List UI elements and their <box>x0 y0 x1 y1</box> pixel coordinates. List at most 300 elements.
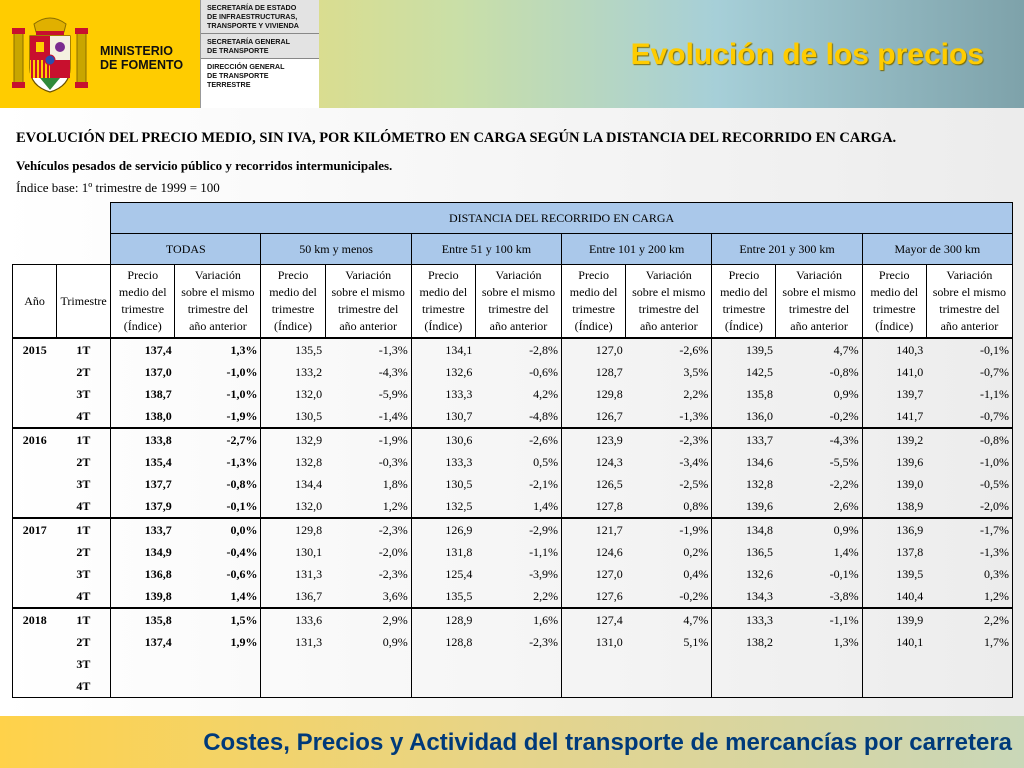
table-row <box>13 653 1013 675</box>
price-index-cell: 124,3 <box>562 451 626 473</box>
price-index-cell: 139,2 <box>862 428 926 451</box>
price-index-cell: 123,9 <box>562 428 626 451</box>
variation-cell: -0,1% <box>226 498 258 513</box>
price-index-cell: 139,7 <box>862 383 926 405</box>
quarter-cell: 4T <box>76 588 91 603</box>
col-header-line: Variación <box>645 268 692 282</box>
table-row <box>13 428 1013 451</box>
variation-cell: -1,3% <box>226 454 258 469</box>
ministry-name <box>100 44 183 72</box>
slide-header <box>0 0 1024 108</box>
price-index-cell: 132,6 <box>712 563 776 585</box>
price-index-cell: 128,8 <box>411 631 475 653</box>
year-cell <box>13 451 57 473</box>
variation-cell: 1,8% <box>382 476 408 491</box>
variation-cell <box>926 675 1012 698</box>
quarter-cell: 1T <box>57 428 111 451</box>
group-header-todas: TODAS <box>111 234 261 265</box>
col-header-line: Variación <box>946 268 993 282</box>
col-header-line: trimestre <box>422 302 465 316</box>
price-index-cell <box>261 675 325 698</box>
price-index-cell: 137,4 <box>111 338 175 361</box>
variation-cell: -0,3% <box>378 454 408 469</box>
price-index-cell: 139,0 <box>862 473 926 495</box>
col-header-price <box>111 265 175 339</box>
price-index-cell: 135,8 <box>111 608 175 631</box>
quarter-cell: 4T <box>57 675 111 698</box>
price-index-cell: 137,9 <box>111 495 175 518</box>
col-header-line: trimestre del <box>788 302 850 316</box>
price-index-cell: 134,4 <box>261 473 325 495</box>
year-cell <box>13 653 57 675</box>
price-index-cell: 139,5 <box>862 563 926 585</box>
col-header-line: medio del <box>720 285 768 299</box>
col-header-line: Precio <box>728 268 760 282</box>
header-spacer <box>13 234 111 265</box>
variation-cell <box>626 675 712 698</box>
group-header-101-200km: Entre 101 y 200 km <box>562 234 712 265</box>
secretariat-line: DE TRANSPORTE <box>207 46 269 55</box>
variation-cell <box>475 675 561 698</box>
variation-cell: -3,9% <box>529 566 559 581</box>
col-header-line: (Índice) <box>123 319 162 333</box>
col-header-line: trimestre <box>121 302 165 316</box>
table-row <box>13 563 1013 585</box>
col-header-line: trimestre <box>872 302 916 316</box>
price-index-cell: 124,6 <box>562 541 626 563</box>
price-index-cell: 130,7 <box>411 405 475 428</box>
price-index-cell: 133,3 <box>411 383 475 405</box>
variation-cell: -1,3% <box>679 408 709 423</box>
price-index-cell: 136,8 <box>111 563 175 585</box>
price-index-cell: 134,8 <box>712 518 776 541</box>
price-index-cell: 126,7 <box>562 405 626 428</box>
col-header-line: trimestre del <box>187 302 249 316</box>
secretariat-line: DE INFRAESTRUCTURAS, <box>207 12 298 21</box>
quarter-cell: 2T <box>76 634 91 649</box>
table-row <box>13 338 1013 361</box>
variation-cell: -2,6% <box>475 428 561 451</box>
col-header-line: (Índice) <box>274 319 313 333</box>
col-header-quarter: Trimestre <box>57 265 111 339</box>
variation-cell: 1,6% <box>475 608 561 631</box>
index-base-note: Índice base: 1º trimestre de 1999 = 100 <box>16 180 220 195</box>
price-index-cell: 138,9 <box>862 495 926 518</box>
variation-cell: -2,0% <box>926 495 1012 518</box>
price-index-cell: 133,8 <box>111 428 175 451</box>
secretariat-line: TRANSPORTE Y VIVIENDA <box>207 21 299 30</box>
variation-cell <box>325 675 411 698</box>
year-cell <box>13 585 57 608</box>
col-header-variation <box>776 265 862 339</box>
price-index-cell <box>411 653 475 675</box>
variation-cell: 4,7% <box>626 608 712 631</box>
variation-cell: -0,4% <box>226 544 258 559</box>
col-header-line: sobre el mismo <box>181 285 255 299</box>
variation-cell: -2,9% <box>475 518 561 541</box>
col-header-variation <box>475 265 561 339</box>
secretariat-line: TERRESTRE <box>207 80 251 89</box>
col-header-price <box>862 265 926 339</box>
price-index-cell: 135,5 <box>411 585 475 608</box>
variation-cell: -1,4% <box>378 408 408 423</box>
price-index-cell: 137,0 <box>111 361 175 383</box>
variation-cell: -0,8% <box>926 428 1012 451</box>
variation-cell: -1,9% <box>626 518 712 541</box>
col-header-line: Precio <box>277 268 309 282</box>
price-table <box>12 202 1013 698</box>
price-index-cell: 140,3 <box>862 338 926 361</box>
table-row <box>13 608 1013 631</box>
variation-cell: 1,4% <box>533 498 559 513</box>
year-cell <box>13 631 57 653</box>
variation-cell: -5,5% <box>829 454 859 469</box>
variation-cell: -0,6% <box>226 566 258 581</box>
variation-cell: -1,1% <box>776 608 862 631</box>
variation-cell <box>475 653 561 675</box>
price-index-cell: 133,3 <box>411 451 475 473</box>
col-header-price <box>562 265 626 339</box>
table-row <box>13 473 1013 495</box>
super-header: DISTANCIA DEL RECORRIDO EN CARGA <box>111 203 1013 234</box>
price-index-cell: 139,8 <box>111 585 175 608</box>
year-cell <box>13 473 57 495</box>
price-index-cell: 127,4 <box>562 608 626 631</box>
price-index-cell: 132,9 <box>261 428 325 451</box>
price-index-cell: 132,6 <box>411 361 475 383</box>
variation-cell: -2,6% <box>626 338 712 361</box>
variation-cell: 0,5% <box>533 454 559 469</box>
table-row <box>13 451 1013 473</box>
variation-cell: -1,0% <box>226 386 258 401</box>
year-cell <box>13 675 57 698</box>
table-row <box>13 631 1013 653</box>
quarter-cell: 3T <box>76 386 91 401</box>
variation-cell <box>776 675 862 698</box>
year-cell: 2017 <box>13 518 57 541</box>
price-index-cell: 131,8 <box>411 541 475 563</box>
secretariat-estado <box>201 0 319 33</box>
variation-cell: -1,3% <box>926 541 1012 563</box>
quarter-cell: 4T <box>76 408 91 423</box>
footer-text: Costes, Precios y Actividad del transporte de mercancías por carretera <box>203 729 1012 756</box>
variation-cell <box>325 653 411 675</box>
variation-cell: -3,4% <box>679 454 709 469</box>
col-header-line: trimestre del <box>939 302 1000 316</box>
quarter-cell: 3T <box>76 476 91 491</box>
col-header-line: sobre el mismo <box>782 285 856 299</box>
price-index-cell: 139,9 <box>862 608 926 631</box>
price-index-cell: 130,5 <box>411 473 475 495</box>
direccion-general <box>201 58 319 92</box>
variation-cell: -2,8% <box>475 338 561 361</box>
price-index-cell <box>862 675 926 698</box>
price-index-cell: 138,7 <box>111 383 175 405</box>
variation-cell: 1,3% <box>175 338 261 361</box>
price-index-cell <box>712 653 776 675</box>
variation-cell: 3,6% <box>382 588 408 603</box>
quarter-cell: 1T <box>57 518 111 541</box>
table-row <box>13 405 1013 428</box>
variation-cell <box>776 653 862 675</box>
col-header-line: trimestre <box>572 302 615 316</box>
quarter-cell: 1T <box>57 338 111 361</box>
year-cell: 2018 <box>13 608 57 631</box>
col-header-line: año anterior <box>189 319 247 333</box>
col-header-variation <box>175 265 261 339</box>
variation-cell <box>175 675 261 698</box>
year-cell <box>13 563 57 585</box>
price-index-cell: 129,8 <box>562 383 626 405</box>
col-header-line: año anterior <box>339 319 397 333</box>
variation-cell: -0,6% <box>529 364 559 379</box>
price-index-cell: 130,6 <box>411 428 475 451</box>
col-header-line: Variación <box>345 268 392 282</box>
group-header-50km: 50 km y menos <box>261 234 411 265</box>
col-header-line: medio del <box>419 285 468 299</box>
price-index-cell: 141,0 <box>862 361 926 383</box>
price-index-cell: 126,9 <box>411 518 475 541</box>
variation-cell: 4,7% <box>776 338 862 361</box>
price-index-cell: 137,4 <box>111 631 175 653</box>
price-index-cell: 133,7 <box>111 518 175 541</box>
table-row <box>13 585 1013 608</box>
variation-cell: -0,5% <box>926 473 1012 495</box>
col-header-line: Precio <box>578 268 609 282</box>
price-index-cell: 134,6 <box>712 451 776 473</box>
variation-cell: 1,5% <box>175 608 261 631</box>
variation-cell: 1,2% <box>926 585 1012 608</box>
col-header-line: Variación <box>194 268 241 282</box>
secretariat-line: SECRETARÍA DE ESTADO <box>207 3 297 12</box>
variation-cell: 0,8% <box>683 498 709 513</box>
ministry-name-line-2: DE FOMENTO <box>100 58 184 72</box>
coat-of-arms-icon <box>12 14 88 96</box>
group-header-51-100km: Entre 51 y 100 km <box>411 234 561 265</box>
col-header-line: Variación <box>495 268 542 282</box>
price-index-cell: 136,7 <box>261 585 325 608</box>
price-index-cell: 131,3 <box>261 563 325 585</box>
variation-cell: -2,3% <box>325 518 411 541</box>
year-cell <box>13 361 57 383</box>
price-index-cell: 134,3 <box>712 585 776 608</box>
variation-cell: -1,9% <box>325 428 411 451</box>
col-header-line: medio del <box>118 285 167 299</box>
variation-cell: -1,1% <box>926 383 1012 405</box>
price-index-cell: 121,7 <box>562 518 626 541</box>
price-index-cell <box>562 653 626 675</box>
price-index-cell: 140,1 <box>862 631 926 653</box>
col-header-line: (Índice) <box>574 319 613 333</box>
price-index-cell: 135,4 <box>111 451 175 473</box>
col-header-line: Variación <box>796 268 843 282</box>
col-header-line: año anterior <box>790 319 848 333</box>
col-header-line: medio del <box>269 285 317 299</box>
variation-cell: -0,7% <box>926 405 1012 428</box>
col-header-variation <box>325 265 411 339</box>
year-cell: 2015 <box>13 338 57 361</box>
table-row <box>13 675 1013 698</box>
secretariat-general <box>201 33 319 58</box>
col-header-price <box>411 265 475 339</box>
variation-cell: -2,1% <box>529 476 559 491</box>
variation-cell: 0,3% <box>926 563 1012 585</box>
secretariat-line: DIRECCIÓN GENERAL <box>207 62 285 71</box>
col-header-line: trimestre del <box>338 302 399 316</box>
variation-cell: -0,2% <box>829 408 859 423</box>
price-index-cell <box>411 675 475 698</box>
price-index-cell <box>712 675 776 698</box>
quarter-cell: 2T <box>76 364 91 379</box>
variation-cell: 1,3% <box>833 634 859 649</box>
price-index-cell: 131,0 <box>562 631 626 653</box>
col-header-line: (Índice) <box>724 319 763 333</box>
price-index-cell: 136,0 <box>712 405 776 428</box>
price-index-cell: 127,6 <box>562 585 626 608</box>
variation-cell: 1,2% <box>382 498 408 513</box>
variation-cell: -2,7% <box>175 428 261 451</box>
variation-cell <box>926 653 1012 675</box>
price-index-cell: 133,6 <box>261 608 325 631</box>
variation-cell: 1,4% <box>833 544 859 559</box>
table-row <box>13 383 1013 405</box>
variation-cell: 0,4% <box>683 566 709 581</box>
price-index-cell: 133,7 <box>712 428 776 451</box>
year-cell: 2016 <box>13 428 57 451</box>
variation-cell <box>175 653 261 675</box>
col-header-price <box>261 265 325 339</box>
variation-cell: -0,1% <box>926 338 1012 361</box>
col-header-line: Precio <box>127 268 159 282</box>
slide-title: Evolución de los precios <box>630 38 984 71</box>
quarter-cell: 1T <box>57 608 111 631</box>
variation-cell: 0,9% <box>776 518 862 541</box>
quarter-cell: 2T <box>76 454 91 469</box>
price-index-cell: 127,8 <box>562 495 626 518</box>
price-index-cell: 132,8 <box>712 473 776 495</box>
col-header-line: trimestre del <box>638 302 699 316</box>
col-header-line: Precio <box>428 268 459 282</box>
year-cell <box>13 383 57 405</box>
price-index-cell: 132,8 <box>261 451 325 473</box>
variation-cell: 0,9% <box>382 634 408 649</box>
group-header-201-300km: Entre 201 y 300 km <box>712 234 862 265</box>
price-index-cell: 140,4 <box>862 585 926 608</box>
price-index-cell: 133,3 <box>712 608 776 631</box>
price-index-cell: 133,2 <box>261 361 325 383</box>
price-index-cell: 125,4 <box>411 563 475 585</box>
price-index-cell <box>261 653 325 675</box>
col-header-line: medio del <box>569 285 618 299</box>
variation-cell: -4,3% <box>776 428 862 451</box>
variation-cell: -0,7% <box>926 361 1012 383</box>
secretariat-line: DE TRANSPORTE <box>207 71 269 80</box>
table-row <box>13 518 1013 541</box>
price-index-cell: 132,5 <box>411 495 475 518</box>
variation-cell: 3,5% <box>683 364 709 379</box>
price-index-cell: 129,8 <box>261 518 325 541</box>
col-header-price <box>712 265 776 339</box>
variation-cell: 2,2% <box>533 588 559 603</box>
slide-content <box>0 108 1024 716</box>
price-index-cell <box>111 675 175 698</box>
group-header-300km: Mayor de 300 km <box>862 234 1012 265</box>
variation-cell: -0,8% <box>226 476 258 491</box>
variation-cell: 0,0% <box>175 518 261 541</box>
variation-cell: -2,2% <box>829 476 859 491</box>
col-header-line: año anterior <box>639 319 698 333</box>
slide-footer <box>0 716 1024 768</box>
header-spacer <box>13 203 111 234</box>
variation-cell: -4,8% <box>529 408 559 423</box>
price-index-cell: 130,1 <box>261 541 325 563</box>
col-header-line: sobre el mismo <box>932 285 1007 299</box>
col-header-line: año anterior <box>940 319 999 333</box>
col-header-line: (Índice) <box>875 319 914 333</box>
variation-cell: 2,9% <box>325 608 411 631</box>
variation-cell: -1,1% <box>529 544 559 559</box>
variation-cell: 0,9% <box>833 386 859 401</box>
table-row <box>13 495 1013 518</box>
price-index-cell <box>562 675 626 698</box>
price-index-cell: 139,6 <box>712 495 776 518</box>
col-header-variation <box>926 265 1012 339</box>
variation-cell: 2,2% <box>926 608 1012 631</box>
col-header-line: sobre el mismo <box>331 285 405 299</box>
col-header-line: trimestre <box>271 302 315 316</box>
price-index-cell: 128,7 <box>562 361 626 383</box>
price-index-cell: 127,0 <box>562 563 626 585</box>
col-header-line: trimestre del <box>488 302 549 316</box>
variation-cell: 2,2% <box>683 386 709 401</box>
col-header-line: (Índice) <box>424 319 463 333</box>
variation-cell: 1,9% <box>230 634 258 649</box>
variation-cell: -1,7% <box>926 518 1012 541</box>
variation-cell: 4,2% <box>533 386 559 401</box>
quarter-cell: 3T <box>76 566 91 581</box>
price-index-cell <box>862 653 926 675</box>
variation-cell <box>626 653 712 675</box>
variation-cell: 2,6% <box>833 498 859 513</box>
col-header-line: Precio <box>878 268 910 282</box>
variation-cell: 5,1% <box>683 634 709 649</box>
year-cell <box>13 495 57 518</box>
quarter-cell: 4T <box>76 498 91 513</box>
variation-cell: -2,3% <box>378 566 408 581</box>
price-index-cell: 139,6 <box>862 451 926 473</box>
quarter-cell: 2T <box>76 544 91 559</box>
price-index-cell: 136,5 <box>712 541 776 563</box>
price-index-cell: 132,0 <box>261 495 325 518</box>
price-index-cell: 135,8 <box>712 383 776 405</box>
year-cell <box>13 405 57 428</box>
col-header-line: medio del <box>870 285 919 299</box>
report-title: EVOLUCIÓN DEL PRECIO MEDIO, SIN IVA, POR KILÓMETRO EN CARGA SEGÚN LA DISTANCIA DEL RECORRIDO EN CARGA. <box>16 130 897 146</box>
variation-cell: -2,3% <box>529 634 559 649</box>
price-index-cell: 132,0 <box>261 383 325 405</box>
col-header-line: año anterior <box>489 319 548 333</box>
price-index-cell: 130,5 <box>261 405 325 428</box>
col-header-year: Año <box>13 265 57 339</box>
report-subtitle: Vehículos pesados de servicio público y recorridos intermunicipales. <box>16 158 393 173</box>
ministry-logo-block <box>0 0 200 108</box>
table-row <box>13 541 1013 563</box>
secretariat-line: SECRETARÍA GENERAL <box>207 37 291 46</box>
price-index-cell: 136,9 <box>862 518 926 541</box>
variation-cell: -0,1% <box>829 566 859 581</box>
price-index-cell: 127,0 <box>562 338 626 361</box>
price-index-cell: 135,5 <box>261 338 325 361</box>
